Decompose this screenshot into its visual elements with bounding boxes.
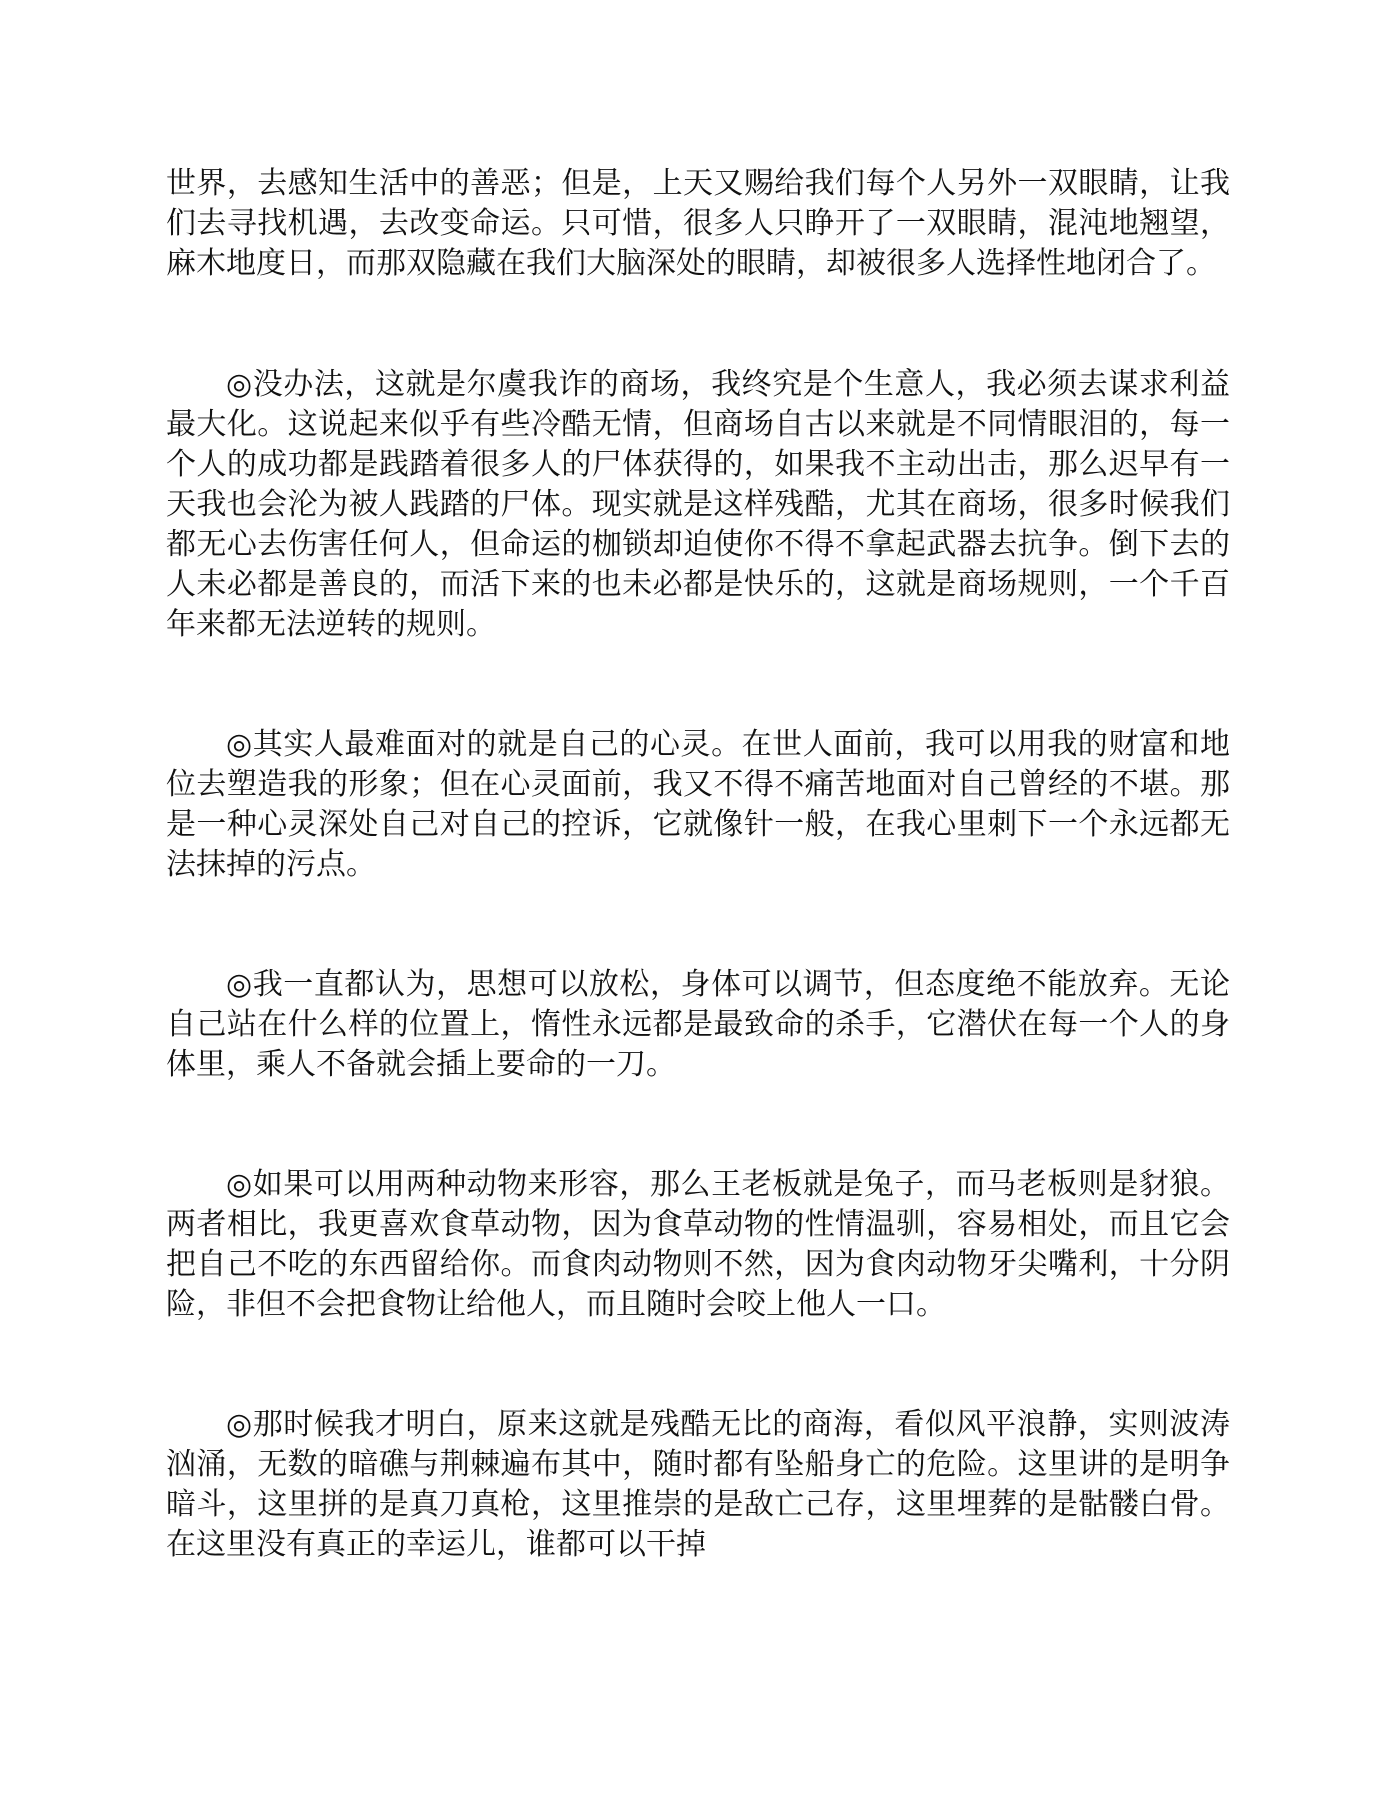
document-body (166, 164, 1230, 1565)
paragraph-spacer (166, 1085, 1230, 1165)
paragraph-6: ◎那时候我才明白，原来这就是残酷无比的商海，看似风平浪静，实则波涛汹涌，无数的暗礁与荆棘遍布其中，随时都有坠船身亡的危险。这里讲的是明争暗斗，这里拼的是真刀真枪，这里推崇的是敌亡己存，这里埋葬的是骷髅白骨。在这里没有真正的幸运儿，谁都可以干掉 (166, 1407, 1230, 1562)
paragraph-4: ◎我一直都认为，思想可以放松，身体可以调节，但态度绝不能放弃。无论自己站在什么样的位置上，惰性永远都是最致命的杀手，它潜伏在每一个人的身体里，乘人不备就会插上要命的一刀。 (166, 967, 1230, 1082)
paragraph-2: ◎没办法，这就是尔虞我诈的商场，我终究是个生意人，我必须去谋求利益最大化。这说起来似乎有些冷酷无情，但商场自古以来就是不同情眼泪的，每一个人的成功都是践踏着很多人的尸体获得的，如果我不主动出击，那么迟早有一天我也会沦为被人践踏的尸体。现实就是这样残酷，尤其在商场，很多时候我们都无心去伤害任何人，但命运的枷锁却迫使你不得不拿起武器去抗争。倒下去的人未必都是善良的，而活下来的也未必都是快乐的，这就是商场规则，一个千百年来都无法逆转的规则。 (166, 367, 1230, 642)
paragraph-spacer (166, 284, 1230, 365)
paragraph-1: 世界，去感知生活中的善恶；但是，上天又赐给我们每个人另外一双眼睛，让我们去寻找机遇，去改变命运。只可惜，很多人只睁开了一双眼睛，混沌地翘望，麻木地度日，而那双隐藏在我们大脑深处的眼睛，却被很多人选择性地闭合了。 (166, 166, 1230, 281)
paragraph-spacer (166, 1325, 1230, 1405)
paragraph-5: ◎如果可以用两种动物来形容，那么王老板就是兔子，而马老板则是豺狼。两者相比，我更喜欢食草动物，因为食草动物的性情温驯，容易相处，而且它会把自己不吃的东西留给你。而食肉动物则不然，因为食肉动物牙尖嘴利，十分阴险，非但不会把食物让给他人，而且随时会咬上他人一口。 (166, 1167, 1230, 1322)
paragraph-spacer (166, 885, 1230, 965)
paragraph-spacer (166, 645, 1230, 725)
paragraph-3: ◎其实人最难面对的就是自己的心灵。在世人面前，我可以用我的财富和地位去塑造我的形象；但在心灵面前，我又不得不痛苦地面对自己曾经的不堪。那是一种心灵深处自己对自己的控诉，它就像针一般，在我心里刺下一个永远都无法抹掉的污点。 (166, 727, 1230, 882)
